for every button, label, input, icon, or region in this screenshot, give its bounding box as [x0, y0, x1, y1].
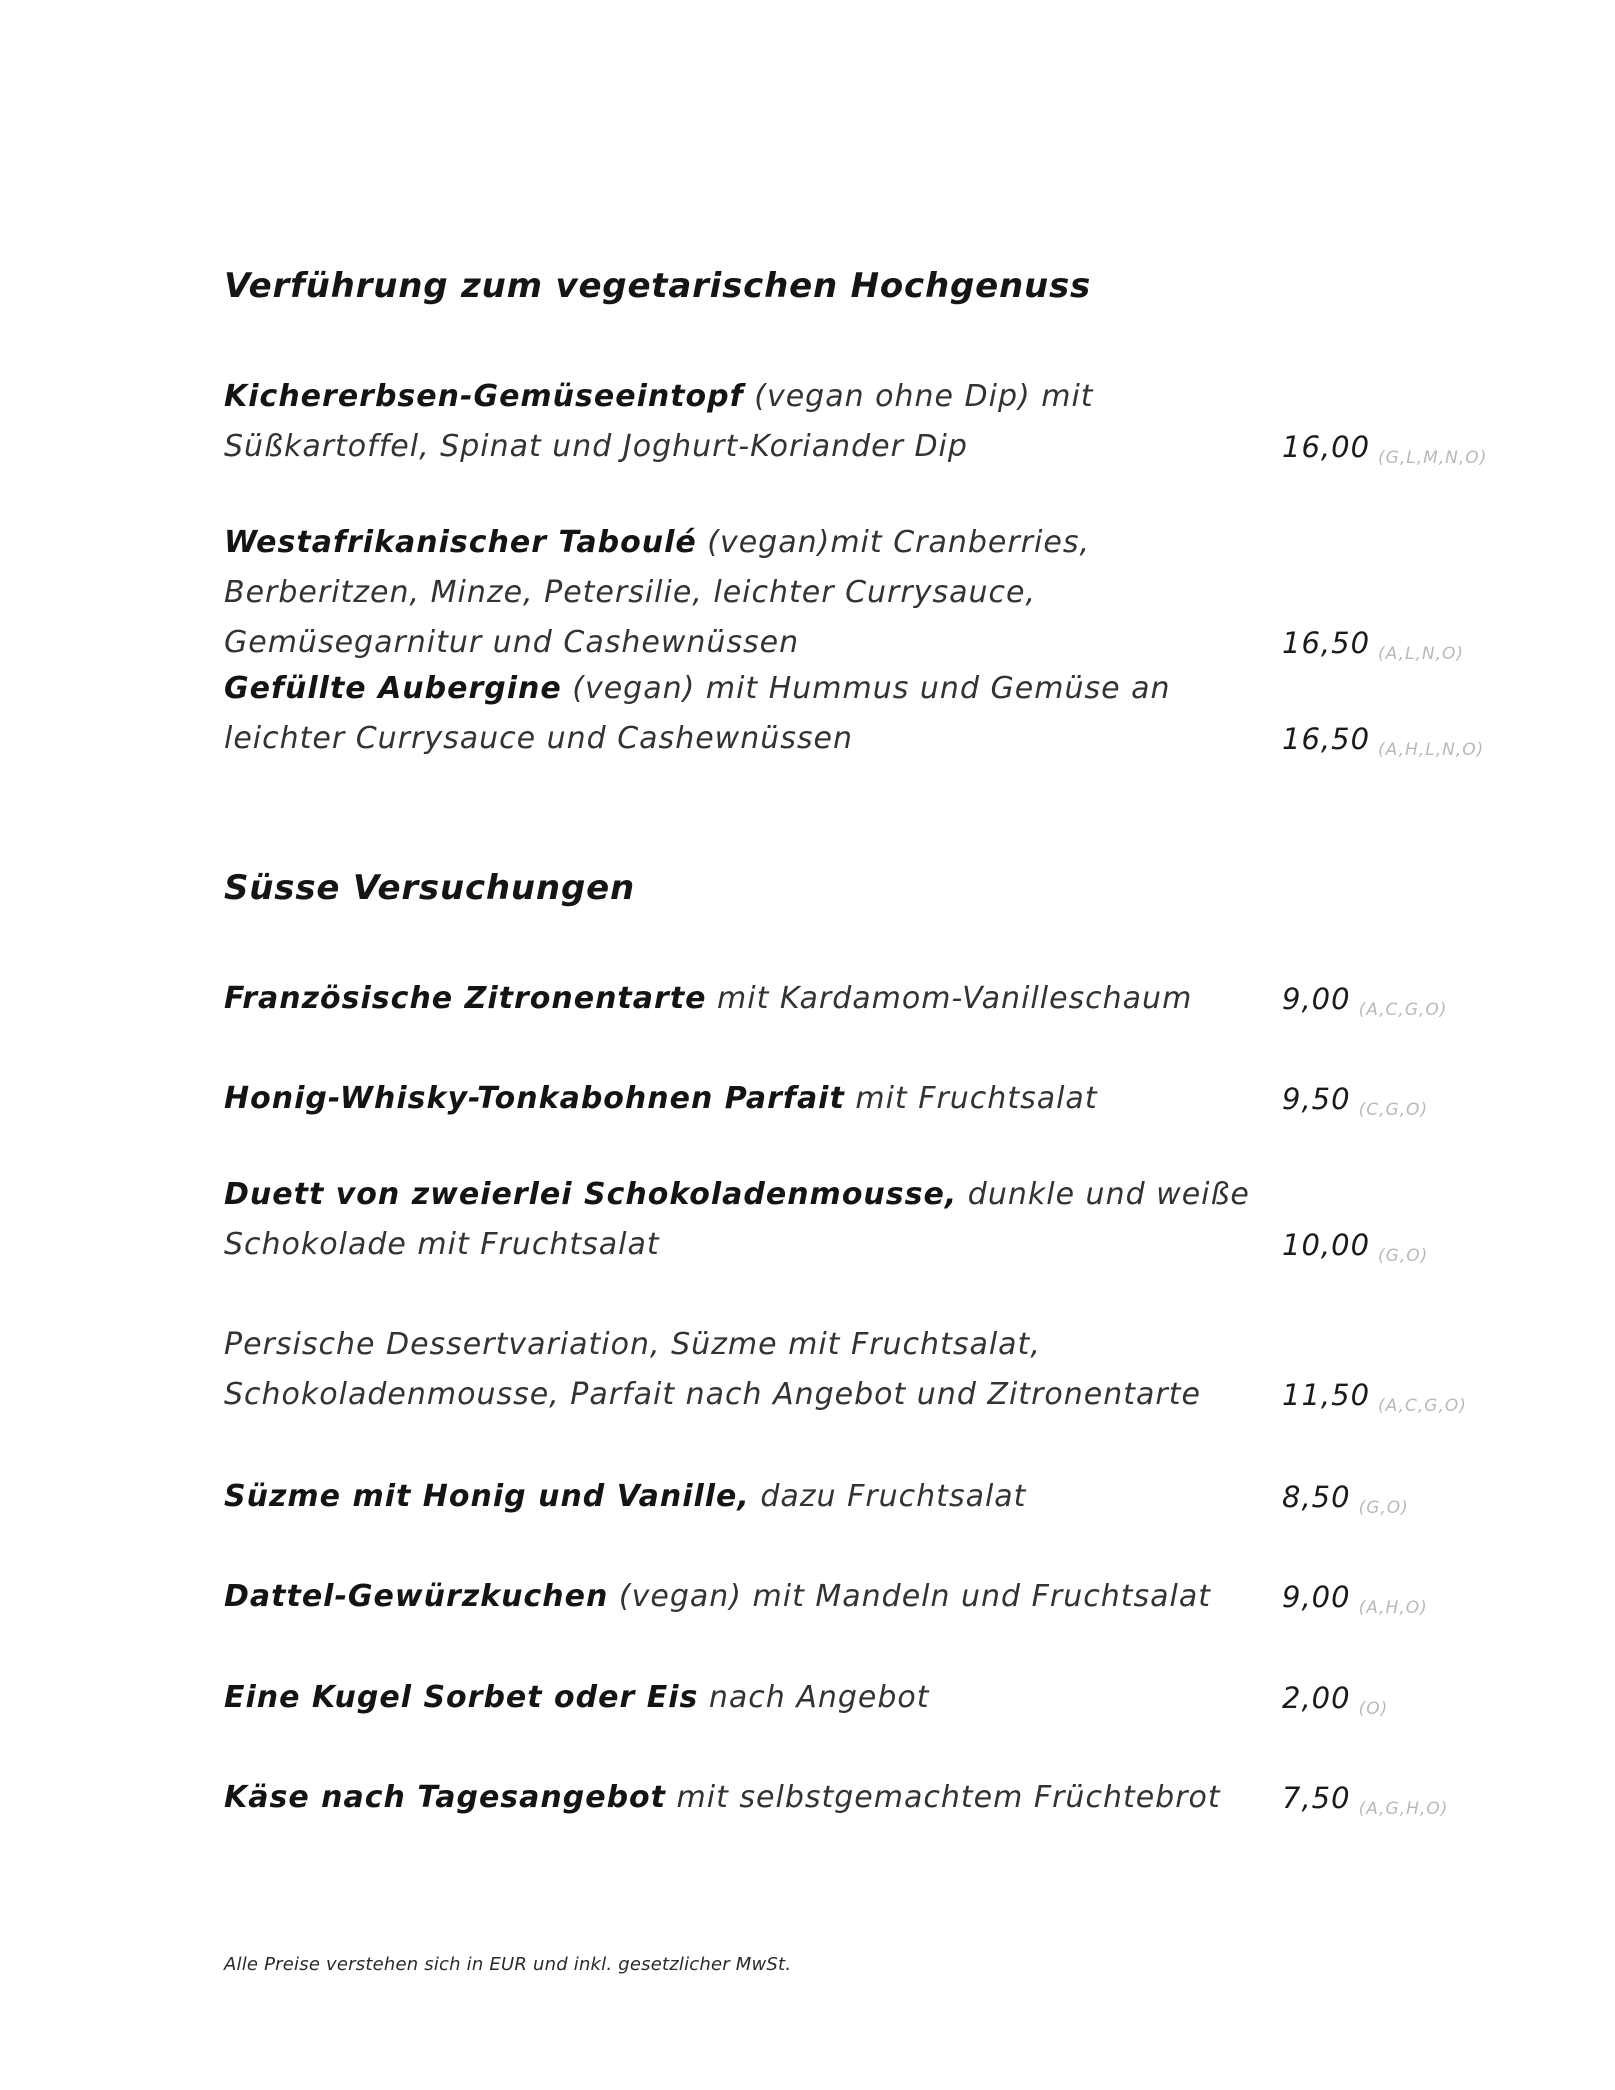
menu-item [224, 372, 1488, 472]
item-price: 9,00 [1282, 982, 1351, 1016]
item-name: Gefüllte Aubergine [224, 671, 562, 706]
item-details: (vegan ohne Dip) mit Süßkartoffel, Spinat und Joghurt-Koriander Dip [224, 379, 1094, 464]
price-block [1282, 1220, 1428, 1270]
allergen-codes: (G,O) [1358, 1498, 1409, 1518]
item-name: Französische Zitronentarte [224, 981, 707, 1016]
item-price: 7,50 [1282, 1781, 1351, 1815]
allergen-codes: (A,L,N,O) [1378, 644, 1465, 664]
item-name: Honig-Whisky-Tonkabohnen Parfait [224, 1081, 845, 1116]
price-block [1282, 1773, 1448, 1823]
item-description [224, 1320, 1274, 1420]
menu-item [224, 1673, 1484, 1723]
menu-item [224, 1170, 1484, 1270]
item-description [224, 1074, 1274, 1124]
allergen-codes: (A,G,H,O) [1358, 1799, 1449, 1819]
item-name: Eine Kugel Sorbet oder Eis [224, 1680, 699, 1715]
item-details: mit Kardamom-Vanilleschaum [706, 981, 1193, 1016]
item-price: 9,00 [1282, 1580, 1351, 1614]
item-price: 9,50 [1282, 1082, 1351, 1116]
item-description [224, 664, 1274, 764]
menu-item [224, 518, 1484, 668]
allergen-codes: (A,H,O) [1358, 1598, 1428, 1618]
allergen-codes: (A,C,G,O) [1358, 1000, 1448, 1020]
item-details: nach Angebot [698, 1680, 930, 1715]
item-details: (vegan)mit Cranberries, Berberitzen, Minze, Petersilie, leichter Currysauce, Gemüsegarnitur und Cashewnüssen [224, 525, 1090, 660]
menu-item [224, 664, 1484, 764]
allergen-codes: (G,O) [1378, 1246, 1429, 1266]
section-title-vegetarian: Verführung zum vegetarischen Hochgenuss [224, 266, 1092, 306]
item-description [224, 1773, 1274, 1823]
item-price: 2,00 [1282, 1681, 1351, 1715]
allergen-codes: (A,H,L,N,O) [1378, 740, 1485, 760]
item-description [224, 1170, 1274, 1270]
item-name: Kichererbsen-Gemüseeintopf [224, 379, 744, 414]
item-price: 16,00 [1282, 430, 1371, 464]
allergen-codes: (G,L,M,N,O) [1378, 448, 1488, 468]
item-price: 8,50 [1282, 1480, 1351, 1514]
item-details: Persische Dessertvariation, Süzme mit Fruchtsalat, Schokoladenmousse, Parfait nach Angebot und Zitronentarte [224, 1327, 1201, 1412]
price-disclaimer: Alle Preise verstehen sich in EUR und inkl. gesetzlicher MwSt. [224, 1954, 792, 1975]
item-description [224, 518, 1274, 668]
item-description [224, 974, 1274, 1024]
item-description [224, 1572, 1274, 1622]
item-details: dunkle und weiße Schokolade mit Fruchtsalat [224, 1177, 1250, 1262]
menu-item [224, 1472, 1484, 1522]
item-description [224, 372, 1274, 472]
menu-item [224, 1773, 1484, 1823]
price-block [1282, 618, 1464, 668]
item-price: 11,50 [1282, 1378, 1371, 1412]
menu-item [224, 1320, 1484, 1420]
allergen-codes: (A,C,G,O) [1378, 1396, 1467, 1416]
price-block [1282, 1074, 1428, 1124]
item-details: mit selbstgemachtem Früchtebrot [666, 1780, 1221, 1815]
item-price: 16,50 [1282, 626, 1371, 660]
item-name: Duett von zweierlei Schokoladenmousse, [224, 1177, 958, 1212]
item-price: 16,50 [1282, 722, 1371, 756]
item-description [224, 1472, 1274, 1522]
item-name: Westafrikanischer Taboulé [224, 525, 697, 560]
price-block [1282, 1572, 1428, 1622]
item-details: dazu Fruchtsalat [749, 1479, 1027, 1514]
price-block [1282, 974, 1447, 1024]
menu-item [224, 974, 1484, 1024]
price-block [1282, 714, 1484, 764]
price-block [1282, 1472, 1409, 1522]
price-block [1282, 422, 1487, 472]
item-details: (vegan) mit Mandeln und Fruchtsalat [608, 1579, 1212, 1614]
allergen-codes: (C,G,O) [1358, 1100, 1429, 1120]
price-block [1282, 1673, 1388, 1723]
item-details: mit Fruchtsalat [844, 1081, 1098, 1116]
item-details: (vegan) mit Hummus und Gemüse an leichter Currysauce und Cashewnüssen [224, 671, 1171, 756]
menu-item [224, 1074, 1484, 1124]
menu-item [224, 1572, 1484, 1622]
section-title-desserts: Süsse Versuchungen [224, 868, 635, 908]
item-name: Käse nach Tagesangebot [224, 1780, 666, 1815]
item-name: Dattel-Gewürzkuchen [224, 1579, 609, 1614]
item-name: Süzme mit Honig und Vanille, [224, 1479, 750, 1514]
item-description [224, 1673, 1274, 1723]
price-block [1282, 1370, 1467, 1420]
item-price: 10,00 [1282, 1228, 1371, 1262]
allergen-codes: (O) [1358, 1699, 1389, 1719]
